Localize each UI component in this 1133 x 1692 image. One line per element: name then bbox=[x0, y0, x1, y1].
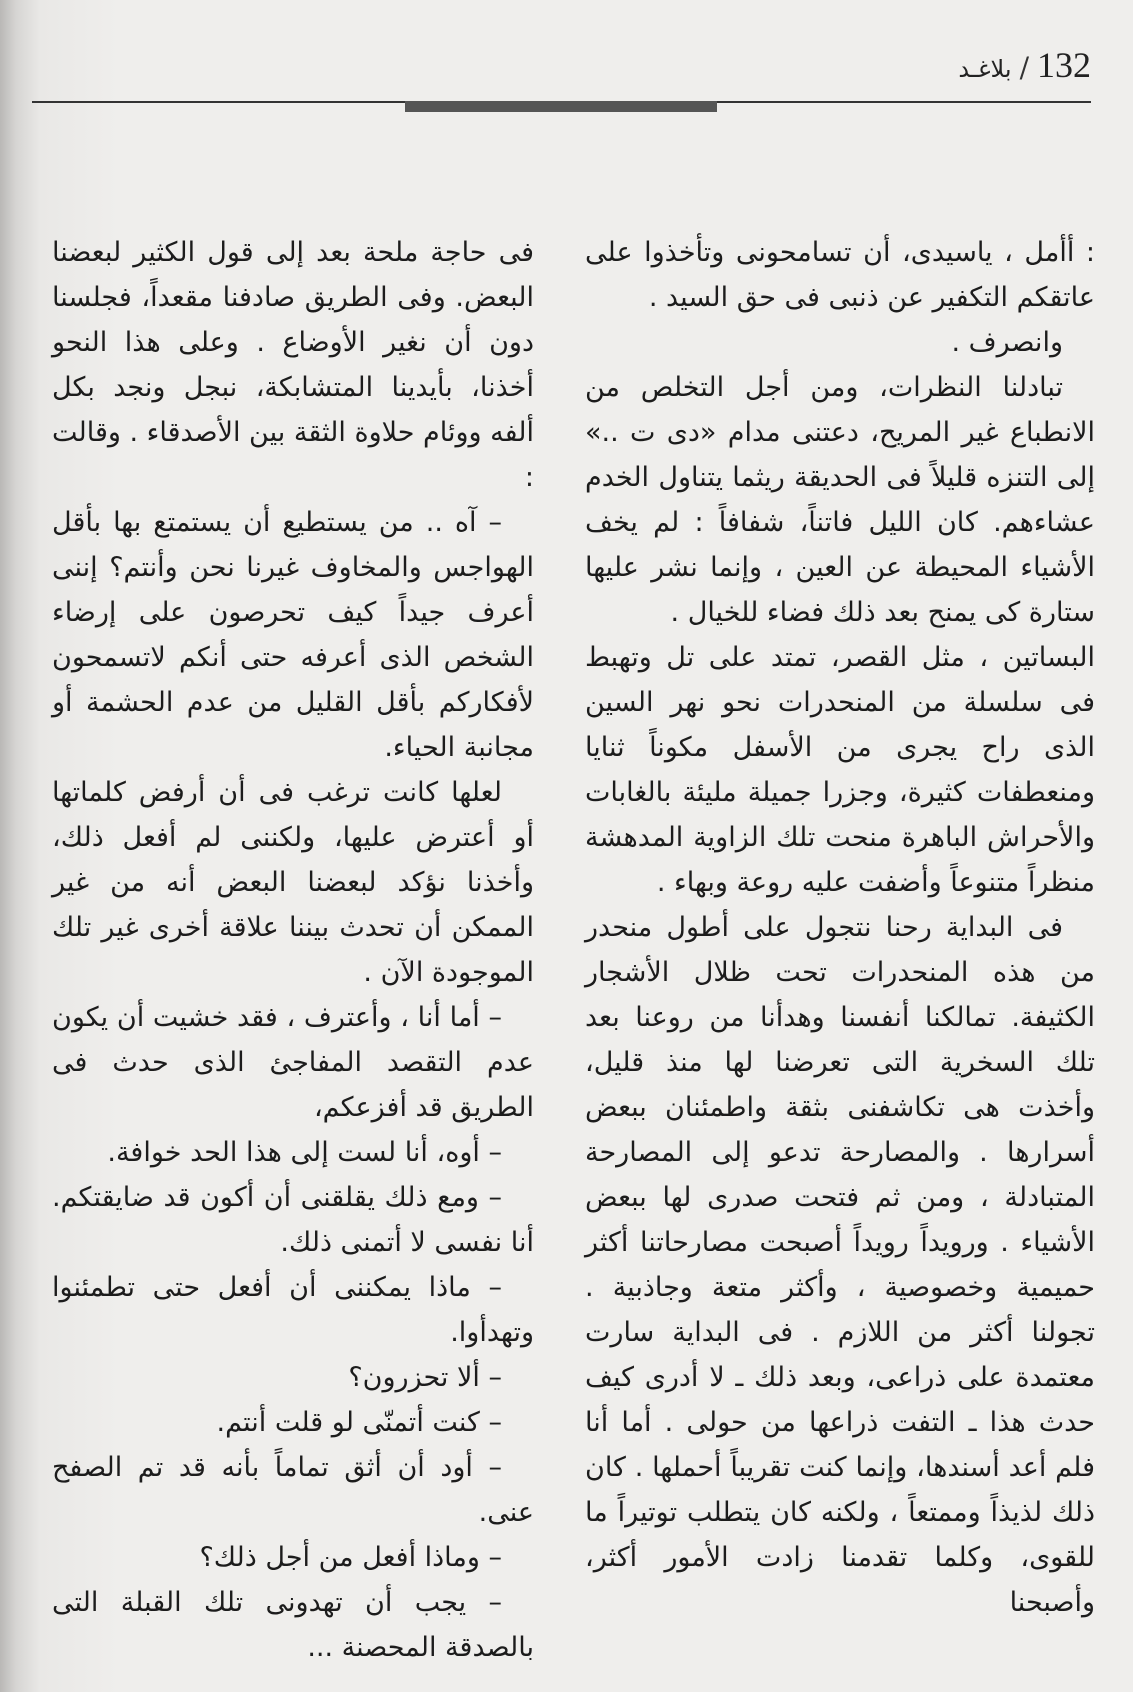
header-rule-bar bbox=[405, 101, 717, 112]
paragraph: وانصرف . bbox=[951, 327, 1063, 358]
right-column bbox=[585, 230, 1095, 1670]
paragraph: – أوه، أنا لست إلى هذا الحد خوافة. bbox=[107, 1137, 502, 1168]
paragraph: – يجب أن تهدونى تلك القبلة التى بالصدقة المحصنة ... bbox=[52, 1587, 534, 1663]
page-header bbox=[958, 44, 1091, 104]
header-separator: / bbox=[1019, 51, 1029, 84]
paragraph: – كنت أتمنّى لو قلت أنتم. bbox=[216, 1407, 502, 1438]
paragraph: تبادلنا النظرات، ومن أجل التخلص من الانطباع غير المريح، دعتنى مدام «دى ت ..» إلى التنزه قليلاً فى الحديقة ريثما يتناول الخدم عشاءهم. كان الليل فاتناً، شفافاً : لم يخف الأشياء المحيطة عن العين ، وإنما نشر عليها ستارة كى يمنح بعد ذلك فضاء للخيال . bbox=[585, 372, 1095, 628]
paragraph: – ألا تحزرون؟ bbox=[348, 1362, 502, 1393]
paragraph: – أود أن أثق تماماً بأنه قد تم الصفح عنى. bbox=[52, 1452, 534, 1528]
paragraph: – أما أنا ، وأعترف ، فقد خشيت أن يكون عدم التقصد المفاجئ الذى حدث فى الطريق قد أفزعكم، bbox=[52, 1002, 534, 1123]
paragraph: – ومع ذلك يقلقنى أن أكون قد ضايقتكم. أنا نفسى لا أتمنى ذلك. bbox=[52, 1182, 534, 1258]
paragraph: البساتين ، مثل القصر، تمتد على تل وتهبط فى سلسلة من المنحدرات نحو نهر السين الذى راح يجرى من الأسفل مكوناً ثنايا ومنعطفات كثيرة، وجزرا جميلة مليئة بالغابات والأحراش الباهرة منحت تلك الزاوية المدهشة منظراً متنوعاً وأضفت عليه روعة وبهاء . bbox=[585, 642, 1095, 898]
paragraph: فى حاجة ملحة بعد إلى قول الكثير لبعضنا البعض. وفى الطريق صادفنا مقعداً، فجلسنا دون أن نغير الأوضاع . وعلى هذا النحو أخذنا، بأيدينا المتشابكة، نبجل ونجد بكل ألفه ووئام حلاوة الثقة بين الأصدقاء . وقالت : bbox=[51, 237, 534, 493]
paragraph: : أأمل ، ياسيدى، أن تسامحونى وتأخذوا على عاتقكم التكفير عن ذنبى فى حق السيد . bbox=[585, 237, 1095, 313]
page-number: 132 bbox=[1037, 45, 1091, 85]
paragraph: – وماذا أفعل من أجل ذلك؟ bbox=[199, 1542, 502, 1573]
paragraph: – آه .. من يستطيع أن يستمتع بها بأقل الهواجس والمخاوف غيرنا نحن وأنتم؟ إننى أعرف جيداً كيف تحرصون على إرضاء الشخص الذى أعرفه حتى أنكم لاتسمحون لأفكاركم بأقل القليل من عدم الحشمة أو مجانبة الحياء. bbox=[52, 507, 534, 763]
left-column bbox=[52, 230, 534, 1670]
paragraph: لعلها كانت ترغب فى أن أرفض كلماتها أو أعترض عليها، ولكننى لم أفعل ذلك، وأخذنا نؤكد لبعضنا البعض أنه من غير الممكن أن تحدث بيننا علاقة أخرى غير تلك الموجودة الآن . bbox=[52, 777, 534, 988]
paragraph: – ماذا يمكننى أن أفعل حتى تطمئنوا وتهدأوا. bbox=[52, 1272, 534, 1348]
book-title: بلاغـد bbox=[958, 55, 1012, 83]
paragraph: فى البداية رحنا نتجول على أطول منحدر من هذه المنحدرات تحت ظلال الأشجار الكثيفة. تمالكنا أنفسنا وهدأنا من روعنا بعد تلك السخرية التى تعرضنا لها منذ قليل، وأخذت هى تكاشفنى بثقة واطمئنان ببعض أسرارها . والمصارحة تدعو إلى المصارحة المتبادلة ، ومن ثم فتحت صدرى لها ببعض الأشياء . ورويداً رويداً أصبحت مصارحاتنا أكثر حميمية وخصوصية ، وأكثر متعة وجاذبية . تجولنا أكثر من اللازم . فى البداية سارت معتمدة على ذراعى، وبعد ذلك ـ لا أدرى كيف حدث هذا ـ التفت ذراعها من حولى . أما أنا فلم أعد أسندها، وإنما كنت تقريباً أحملها . كان ذلك لذيذاً وممتعاً ، ولكنه كان يتطلب توتيراً ما للقوى، وكلما تقدمنا زادت الأمور أكثر، وأصبحنا bbox=[585, 912, 1095, 1618]
